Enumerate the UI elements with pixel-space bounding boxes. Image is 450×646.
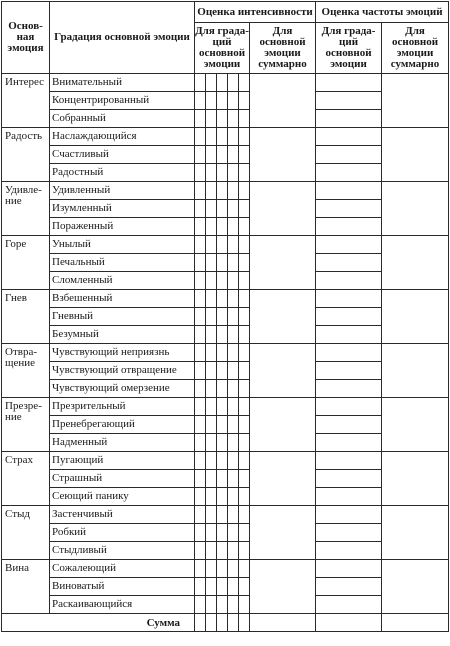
gradation-cell: Робкий (50, 524, 195, 542)
gradation-cell: Сломленный (50, 272, 195, 290)
sum-cell[interactable] (217, 614, 228, 632)
intensity-cell[interactable] (228, 164, 239, 182)
intensity-cell[interactable] (206, 164, 217, 182)
table-row (2, 398, 449, 416)
intensity-cell[interactable] (206, 254, 217, 272)
intensity-cell[interactable] (239, 488, 250, 506)
intensity-total-cell[interactable] (250, 398, 316, 452)
intensity-cell[interactable] (239, 146, 250, 164)
intensity-cell[interactable] (217, 272, 228, 290)
intensity-cell[interactable] (195, 452, 206, 470)
intensity-cell[interactable] (195, 560, 206, 578)
intensity-cell[interactable] (228, 578, 239, 596)
intensity-header: Оценка интенсивности (195, 2, 316, 23)
sum-cell[interactable] (228, 614, 239, 632)
intensity-cell[interactable] (239, 560, 250, 578)
intensity-cell[interactable] (206, 380, 217, 398)
emotion-assessment-table (1, 1, 449, 632)
intensity-cell[interactable] (217, 560, 228, 578)
frequency-for-gradations-header: Для града-ций основной эмоции (316, 23, 382, 74)
intensity-cell[interactable] (195, 92, 206, 110)
intensity-cell[interactable] (228, 560, 239, 578)
gradation-cell: Радостный (50, 164, 195, 182)
intensity-cell[interactable] (206, 218, 217, 236)
intensity-cell[interactable] (239, 272, 250, 290)
intensity-cell[interactable] (239, 128, 250, 146)
intensity-cell[interactable] (228, 434, 239, 452)
intensity-cell[interactable] (195, 272, 206, 290)
intensity-cell[interactable] (239, 92, 250, 110)
table-row (2, 290, 449, 308)
gradation-cell: Собранный (50, 110, 195, 128)
frequency-cell[interactable] (316, 308, 382, 326)
frequency-cell[interactable] (316, 344, 382, 362)
intensity-cell[interactable] (228, 398, 239, 416)
intensity-cell[interactable] (217, 110, 228, 128)
intensity-cell[interactable] (217, 218, 228, 236)
intensity-cell[interactable] (206, 596, 217, 614)
gradation-cell: Безумный (50, 326, 195, 344)
intensity-cell[interactable] (228, 236, 239, 254)
frequency-cell[interactable] (316, 200, 382, 218)
intensity-cell[interactable] (195, 146, 206, 164)
intensity-cell[interactable] (206, 470, 217, 488)
intensity-cell[interactable] (217, 434, 228, 452)
table-row (2, 344, 449, 362)
intensity-cell[interactable] (228, 596, 239, 614)
intensity-cell[interactable] (228, 344, 239, 362)
intensity-total-cell[interactable] (250, 236, 316, 290)
gradation-cell: Пугающий (50, 452, 195, 470)
intensity-cell[interactable] (206, 542, 217, 560)
intensity-cell[interactable] (195, 128, 206, 146)
intensity-cell[interactable] (195, 362, 206, 380)
gradation-cell: Пораженный (50, 218, 195, 236)
intensity-cell[interactable] (239, 470, 250, 488)
sum-row (2, 614, 449, 632)
frequency-total-cell[interactable] (382, 290, 449, 344)
intensity-cell[interactable] (195, 182, 206, 200)
intensity-cell[interactable] (228, 542, 239, 560)
intensity-cell[interactable] (217, 506, 228, 524)
intensity-total-cell[interactable] (250, 74, 316, 128)
gradation-cell: Надменный (50, 434, 195, 452)
intensity-cell[interactable] (239, 164, 250, 182)
intensity-cell[interactable] (239, 344, 250, 362)
intensity-total-cell[interactable] (250, 506, 316, 560)
table-row (2, 254, 449, 272)
intensity-cell[interactable] (228, 92, 239, 110)
intensity-cell[interactable] (195, 164, 206, 182)
frequency-header: Оценка частоты эмоций (316, 2, 449, 23)
gradation-cell: Внимательный (50, 74, 195, 92)
intensity-cell[interactable] (195, 254, 206, 272)
gradation-cell: Унылый (50, 236, 195, 254)
gradation-cell: Счастливый (50, 146, 195, 164)
table-row (2, 470, 449, 488)
intensity-cell[interactable] (195, 434, 206, 452)
intensity-cell[interactable] (206, 416, 217, 434)
intensity-cell[interactable] (239, 290, 250, 308)
intensity-cell[interactable] (195, 542, 206, 560)
intensity-cell[interactable] (217, 182, 228, 200)
sum-cell[interactable] (250, 614, 316, 632)
emotion-cell: Интерес (2, 74, 50, 128)
table-row (2, 488, 449, 506)
intensity-cell[interactable] (206, 236, 217, 254)
gradation-cell: Застенчивый (50, 506, 195, 524)
frequency-total-cell[interactable] (382, 236, 449, 290)
emotion-cell: Страх (2, 452, 50, 506)
intensity-cell[interactable] (206, 92, 217, 110)
intensity-cell[interactable] (206, 326, 217, 344)
intensity-cell[interactable] (217, 326, 228, 344)
gradation-header: Градация основной эмоции (50, 2, 195, 74)
table-row (2, 236, 449, 254)
frequency-for-main-total-header: Для основной эмоции суммарно (382, 23, 449, 74)
intensity-cell[interactable] (228, 524, 239, 542)
frequency-cell[interactable] (316, 146, 382, 164)
intensity-cell[interactable] (228, 254, 239, 272)
intensity-cell[interactable] (195, 524, 206, 542)
intensity-cell[interactable] (239, 218, 250, 236)
intensity-cell[interactable] (195, 344, 206, 362)
frequency-cell[interactable] (316, 110, 382, 128)
table-row (2, 434, 449, 452)
intensity-cell[interactable] (195, 488, 206, 506)
frequency-cell[interactable] (316, 272, 382, 290)
frequency-cell[interactable] (316, 470, 382, 488)
gradation-cell: Презрительный (50, 398, 195, 416)
table-row (2, 560, 449, 578)
table-row (2, 200, 449, 218)
intensity-cell[interactable] (228, 74, 239, 92)
table-row (2, 362, 449, 380)
intensity-cell[interactable] (217, 524, 228, 542)
intensity-cell[interactable] (206, 362, 217, 380)
intensity-cell[interactable] (239, 200, 250, 218)
intensity-cell[interactable] (228, 128, 239, 146)
intensity-cell[interactable] (239, 362, 250, 380)
table-row (2, 380, 449, 398)
intensity-cell[interactable] (217, 200, 228, 218)
intensity-cell[interactable] (217, 542, 228, 560)
intensity-cell[interactable] (206, 308, 217, 326)
intensity-cell[interactable] (195, 308, 206, 326)
intensity-cell[interactable] (217, 380, 228, 398)
frequency-cell[interactable] (316, 380, 382, 398)
intensity-cell[interactable] (228, 146, 239, 164)
gradation-cell: Концентрированный (50, 92, 195, 110)
frequency-cell[interactable] (316, 92, 382, 110)
table-row (2, 182, 449, 200)
intensity-cell[interactable] (239, 74, 250, 92)
frequency-cell[interactable] (316, 218, 382, 236)
intensity-cell[interactable] (206, 452, 217, 470)
table-row (2, 110, 449, 128)
intensity-cell[interactable] (228, 326, 239, 344)
intensity-cell[interactable] (195, 416, 206, 434)
table-row (2, 146, 449, 164)
frequency-cell[interactable] (316, 182, 382, 200)
frequency-total-cell[interactable] (382, 452, 449, 506)
intensity-cell[interactable] (206, 506, 217, 524)
gradation-cell: Взбешенный (50, 290, 195, 308)
gradation-cell: Сеющий панику (50, 488, 195, 506)
intensity-cell[interactable] (228, 308, 239, 326)
intensity-total-cell[interactable] (250, 560, 316, 614)
intensity-cell[interactable] (195, 110, 206, 128)
intensity-cell[interactable] (206, 488, 217, 506)
intensity-cell[interactable] (217, 92, 228, 110)
intensity-cell[interactable] (206, 272, 217, 290)
frequency-cell[interactable] (316, 326, 382, 344)
sum-cell[interactable] (316, 614, 382, 632)
intensity-cell[interactable] (217, 488, 228, 506)
intensity-cell[interactable] (217, 74, 228, 92)
intensity-cell[interactable] (206, 578, 217, 596)
frequency-cell[interactable] (316, 164, 382, 182)
intensity-cell[interactable] (195, 218, 206, 236)
intensity-cell[interactable] (217, 344, 228, 362)
intensity-cell[interactable] (195, 506, 206, 524)
gradation-cell: Чувствующий неприязнь (50, 344, 195, 362)
intensity-cell[interactable] (239, 110, 250, 128)
intensity-cell[interactable] (239, 308, 250, 326)
table-row (2, 452, 449, 470)
intensity-cell[interactable] (228, 110, 239, 128)
frequency-cell[interactable] (316, 524, 382, 542)
frequency-cell[interactable] (316, 398, 382, 416)
emotion-cell: Горе (2, 236, 50, 290)
intensity-cell[interactable] (206, 182, 217, 200)
frequency-cell[interactable] (316, 488, 382, 506)
gradation-cell: Гневный (50, 308, 195, 326)
gradation-cell: Удивленный (50, 182, 195, 200)
emotion-cell: Вина (2, 560, 50, 614)
frequency-cell[interactable] (316, 560, 382, 578)
main-emotion-header: Основ-ная эмоция (2, 2, 50, 74)
table-row (2, 92, 449, 110)
header-row-top (2, 2, 449, 23)
intensity-cell[interactable] (239, 578, 250, 596)
intensity-cell[interactable] (228, 506, 239, 524)
emotion-cell: Отвра-щение (2, 344, 50, 398)
intensity-cell[interactable] (206, 290, 217, 308)
intensity-cell[interactable] (217, 128, 228, 146)
intensity-for-gradations-header: Для града-ций основной эмоции (195, 23, 250, 74)
intensity-cell[interactable] (206, 398, 217, 416)
frequency-cell[interactable] (316, 542, 382, 560)
gradation-cell: Наслаждающийся (50, 128, 195, 146)
gradation-cell: Стыдливый (50, 542, 195, 560)
frequency-total-cell[interactable] (382, 182, 449, 236)
emotion-cell: Удивле-ние (2, 182, 50, 236)
intensity-cell[interactable] (239, 434, 250, 452)
frequency-cell[interactable] (316, 362, 382, 380)
intensity-cell[interactable] (206, 344, 217, 362)
intensity-cell[interactable] (195, 470, 206, 488)
intensity-cell[interactable] (239, 506, 250, 524)
intensity-cell[interactable] (239, 542, 250, 560)
intensity-cell[interactable] (239, 254, 250, 272)
intensity-cell[interactable] (239, 416, 250, 434)
intensity-cell[interactable] (217, 398, 228, 416)
frequency-cell[interactable] (316, 452, 382, 470)
intensity-total-cell[interactable] (250, 290, 316, 344)
table-body (2, 74, 449, 614)
intensity-cell[interactable] (239, 596, 250, 614)
gradation-cell: Печальный (50, 254, 195, 272)
intensity-cell[interactable] (217, 146, 228, 164)
intensity-cell[interactable] (239, 452, 250, 470)
gradation-cell: Пренебрегающий (50, 416, 195, 434)
frequency-cell[interactable] (316, 434, 382, 452)
frequency-cell[interactable] (316, 416, 382, 434)
table-row (2, 542, 449, 560)
intensity-cell[interactable] (206, 434, 217, 452)
intensity-cell[interactable] (228, 182, 239, 200)
frequency-cell[interactable] (316, 596, 382, 614)
intensity-cell[interactable] (195, 326, 206, 344)
intensity-cell[interactable] (217, 452, 228, 470)
intensity-cell[interactable] (195, 290, 206, 308)
intensity-cell[interactable] (206, 146, 217, 164)
intensity-cell[interactable] (228, 452, 239, 470)
gradation-cell: Виноватый (50, 578, 195, 596)
table-row (2, 74, 449, 92)
intensity-cell[interactable] (217, 578, 228, 596)
table-row (2, 128, 449, 146)
intensity-for-main-total-header: Для основной эмоции суммарно (250, 23, 316, 74)
emotion-cell: Радость (2, 128, 50, 182)
intensity-cell[interactable] (217, 470, 228, 488)
table-row (2, 506, 449, 524)
intensity-cell[interactable] (217, 254, 228, 272)
intensity-cell[interactable] (206, 74, 217, 92)
intensity-cell[interactable] (228, 290, 239, 308)
intensity-cell[interactable] (228, 470, 239, 488)
intensity-cell[interactable] (228, 416, 239, 434)
frequency-cell[interactable] (316, 506, 382, 524)
gradation-cell: Страшный (50, 470, 195, 488)
intensity-cell[interactable] (195, 398, 206, 416)
intensity-cell[interactable] (195, 596, 206, 614)
frequency-total-cell[interactable] (382, 74, 449, 128)
frequency-cell[interactable] (316, 128, 382, 146)
table-row (2, 308, 449, 326)
intensity-cell[interactable] (239, 398, 250, 416)
table-row (2, 578, 449, 596)
intensity-cell[interactable] (228, 380, 239, 398)
gradation-cell: Чувствующий омерзение (50, 380, 195, 398)
table-row (2, 326, 449, 344)
intensity-cell[interactable] (228, 488, 239, 506)
intensity-cell[interactable] (206, 524, 217, 542)
sum-cell[interactable] (382, 614, 449, 632)
intensity-cell[interactable] (239, 182, 250, 200)
intensity-cell[interactable] (195, 200, 206, 218)
intensity-total-cell[interactable] (250, 182, 316, 236)
intensity-cell[interactable] (206, 128, 217, 146)
intensity-cell[interactable] (239, 524, 250, 542)
intensity-cell[interactable] (217, 416, 228, 434)
intensity-cell[interactable] (217, 308, 228, 326)
gradation-cell: Чувствующий отвращение (50, 362, 195, 380)
table-row (2, 218, 449, 236)
gradation-cell: Сожалеющий (50, 560, 195, 578)
table-row (2, 596, 449, 614)
intensity-cell[interactable] (228, 218, 239, 236)
frequency-cell[interactable] (316, 578, 382, 596)
frequency-total-cell[interactable] (382, 560, 449, 614)
intensity-cell[interactable] (195, 578, 206, 596)
frequency-cell[interactable] (316, 290, 382, 308)
intensity-cell[interactable] (239, 236, 250, 254)
intensity-cell[interactable] (228, 272, 239, 290)
sum-cell[interactable] (195, 614, 206, 632)
intensity-cell[interactable] (217, 362, 228, 380)
intensity-cell[interactable] (217, 164, 228, 182)
sum-cell[interactable] (206, 614, 217, 632)
intensity-cell[interactable] (206, 110, 217, 128)
frequency-cell[interactable] (316, 74, 382, 92)
emotion-cell: Стыд (2, 506, 50, 560)
table-row (2, 272, 449, 290)
gradation-cell: Раскаивающийся (50, 596, 195, 614)
table-row (2, 164, 449, 182)
frequency-cell[interactable] (316, 236, 382, 254)
intensity-cell[interactable] (217, 596, 228, 614)
intensity-total-cell[interactable] (250, 452, 316, 506)
intensity-cell[interactable] (239, 380, 250, 398)
intensity-cell[interactable] (239, 326, 250, 344)
intensity-cell[interactable] (195, 74, 206, 92)
emotion-cell: Презре-ние (2, 398, 50, 452)
sum-cell[interactable] (239, 614, 250, 632)
intensity-cell[interactable] (195, 380, 206, 398)
intensity-cell[interactable] (195, 236, 206, 254)
intensity-cell[interactable] (217, 290, 228, 308)
intensity-cell[interactable] (206, 560, 217, 578)
intensity-cell[interactable] (228, 200, 239, 218)
table-row (2, 416, 449, 434)
sum-label: Сумма (2, 614, 195, 632)
intensity-total-cell[interactable] (250, 128, 316, 182)
table-row (2, 524, 449, 542)
gradation-cell: Изумленный (50, 200, 195, 218)
frequency-cell[interactable] (316, 254, 382, 272)
intensity-total-cell[interactable] (250, 344, 316, 398)
frequency-total-cell[interactable] (382, 128, 449, 182)
intensity-cell[interactable] (206, 200, 217, 218)
frequency-total-cell[interactable] (382, 398, 449, 452)
intensity-cell[interactable] (228, 362, 239, 380)
emotion-cell: Гнев (2, 290, 50, 344)
frequency-total-cell[interactable] (382, 344, 449, 398)
frequency-total-cell[interactable] (382, 506, 449, 560)
intensity-cell[interactable] (217, 236, 228, 254)
